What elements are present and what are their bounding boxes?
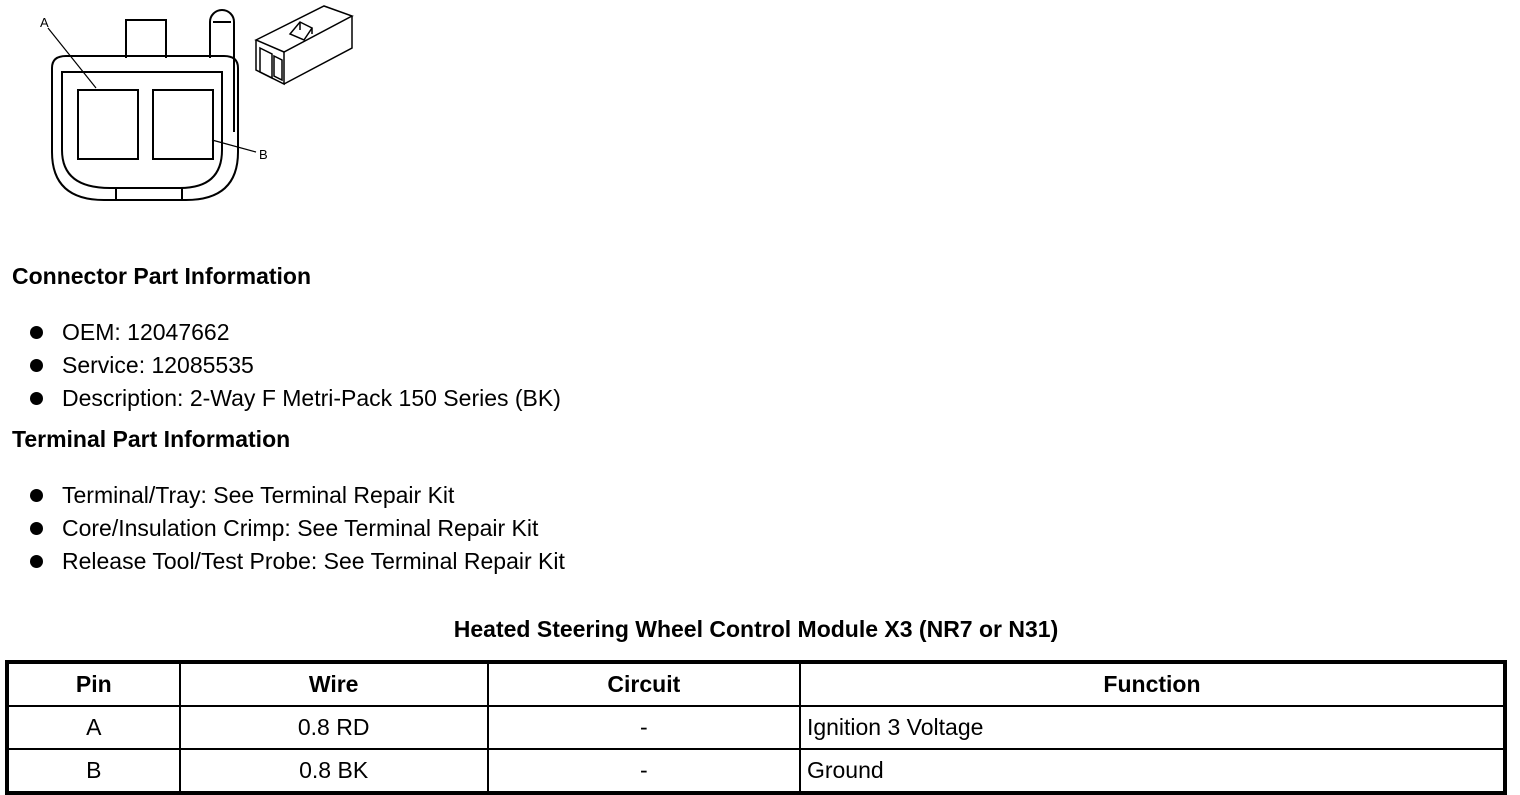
terminal-part-info-heading: Terminal Part Information <box>12 426 291 452</box>
connector-part-info-heading: Connector Part Information <box>12 263 312 289</box>
column-header-wire: Wire <box>180 662 488 706</box>
terminal-part-list <box>28 479 565 578</box>
pinout-table <box>5 660 1507 795</box>
bullet-icon <box>30 522 43 535</box>
label-b: B <box>259 147 268 162</box>
list-item: Core/Insulation Crimp: See Terminal Repair Kit <box>28 512 565 545</box>
function-cell: Ignition 3 Voltage <box>800 706 1505 749</box>
table-row <box>7 706 1505 749</box>
connector-diagram <box>0 0 380 230</box>
table-row <box>7 749 1505 793</box>
column-header-pin: Pin <box>7 662 180 706</box>
bullet-icon <box>30 555 43 568</box>
bullet-icon <box>30 392 43 405</box>
wire-cell: 0.8 BK <box>180 749 488 793</box>
bullet-icon <box>30 359 43 372</box>
wire-cell: 0.8 RD <box>180 706 488 749</box>
circuit-cell: - <box>488 749 800 793</box>
function-cell: Ground <box>800 749 1505 793</box>
label-a: A <box>40 15 49 30</box>
list-item: Release Tool/Test Probe: See Terminal Repair Kit <box>28 545 565 578</box>
connector-part-list <box>28 316 561 415</box>
list-item: OEM: 12047662 <box>28 316 561 349</box>
column-header-circuit: Circuit <box>488 662 800 706</box>
list-item: Terminal/Tray: See Terminal Repair Kit <box>28 479 565 512</box>
list-item: Description: 2-Way F Metri-Pack 150 Series (BK) <box>28 382 561 415</box>
circuit-cell: - <box>488 706 800 749</box>
connector-isometric-icon <box>256 6 352 84</box>
column-header-function: Function <box>800 662 1505 706</box>
bullet-icon <box>30 489 43 502</box>
table-title: Heated Steering Wheel Control Module X3 (NR7 or N31) <box>453 616 1059 642</box>
bullet-icon <box>30 326 43 339</box>
list-item: Service: 12085535 <box>28 349 561 382</box>
table-header-row <box>7 662 1505 706</box>
pin-cell: B <box>7 749 180 793</box>
pin-cell: A <box>7 706 180 749</box>
